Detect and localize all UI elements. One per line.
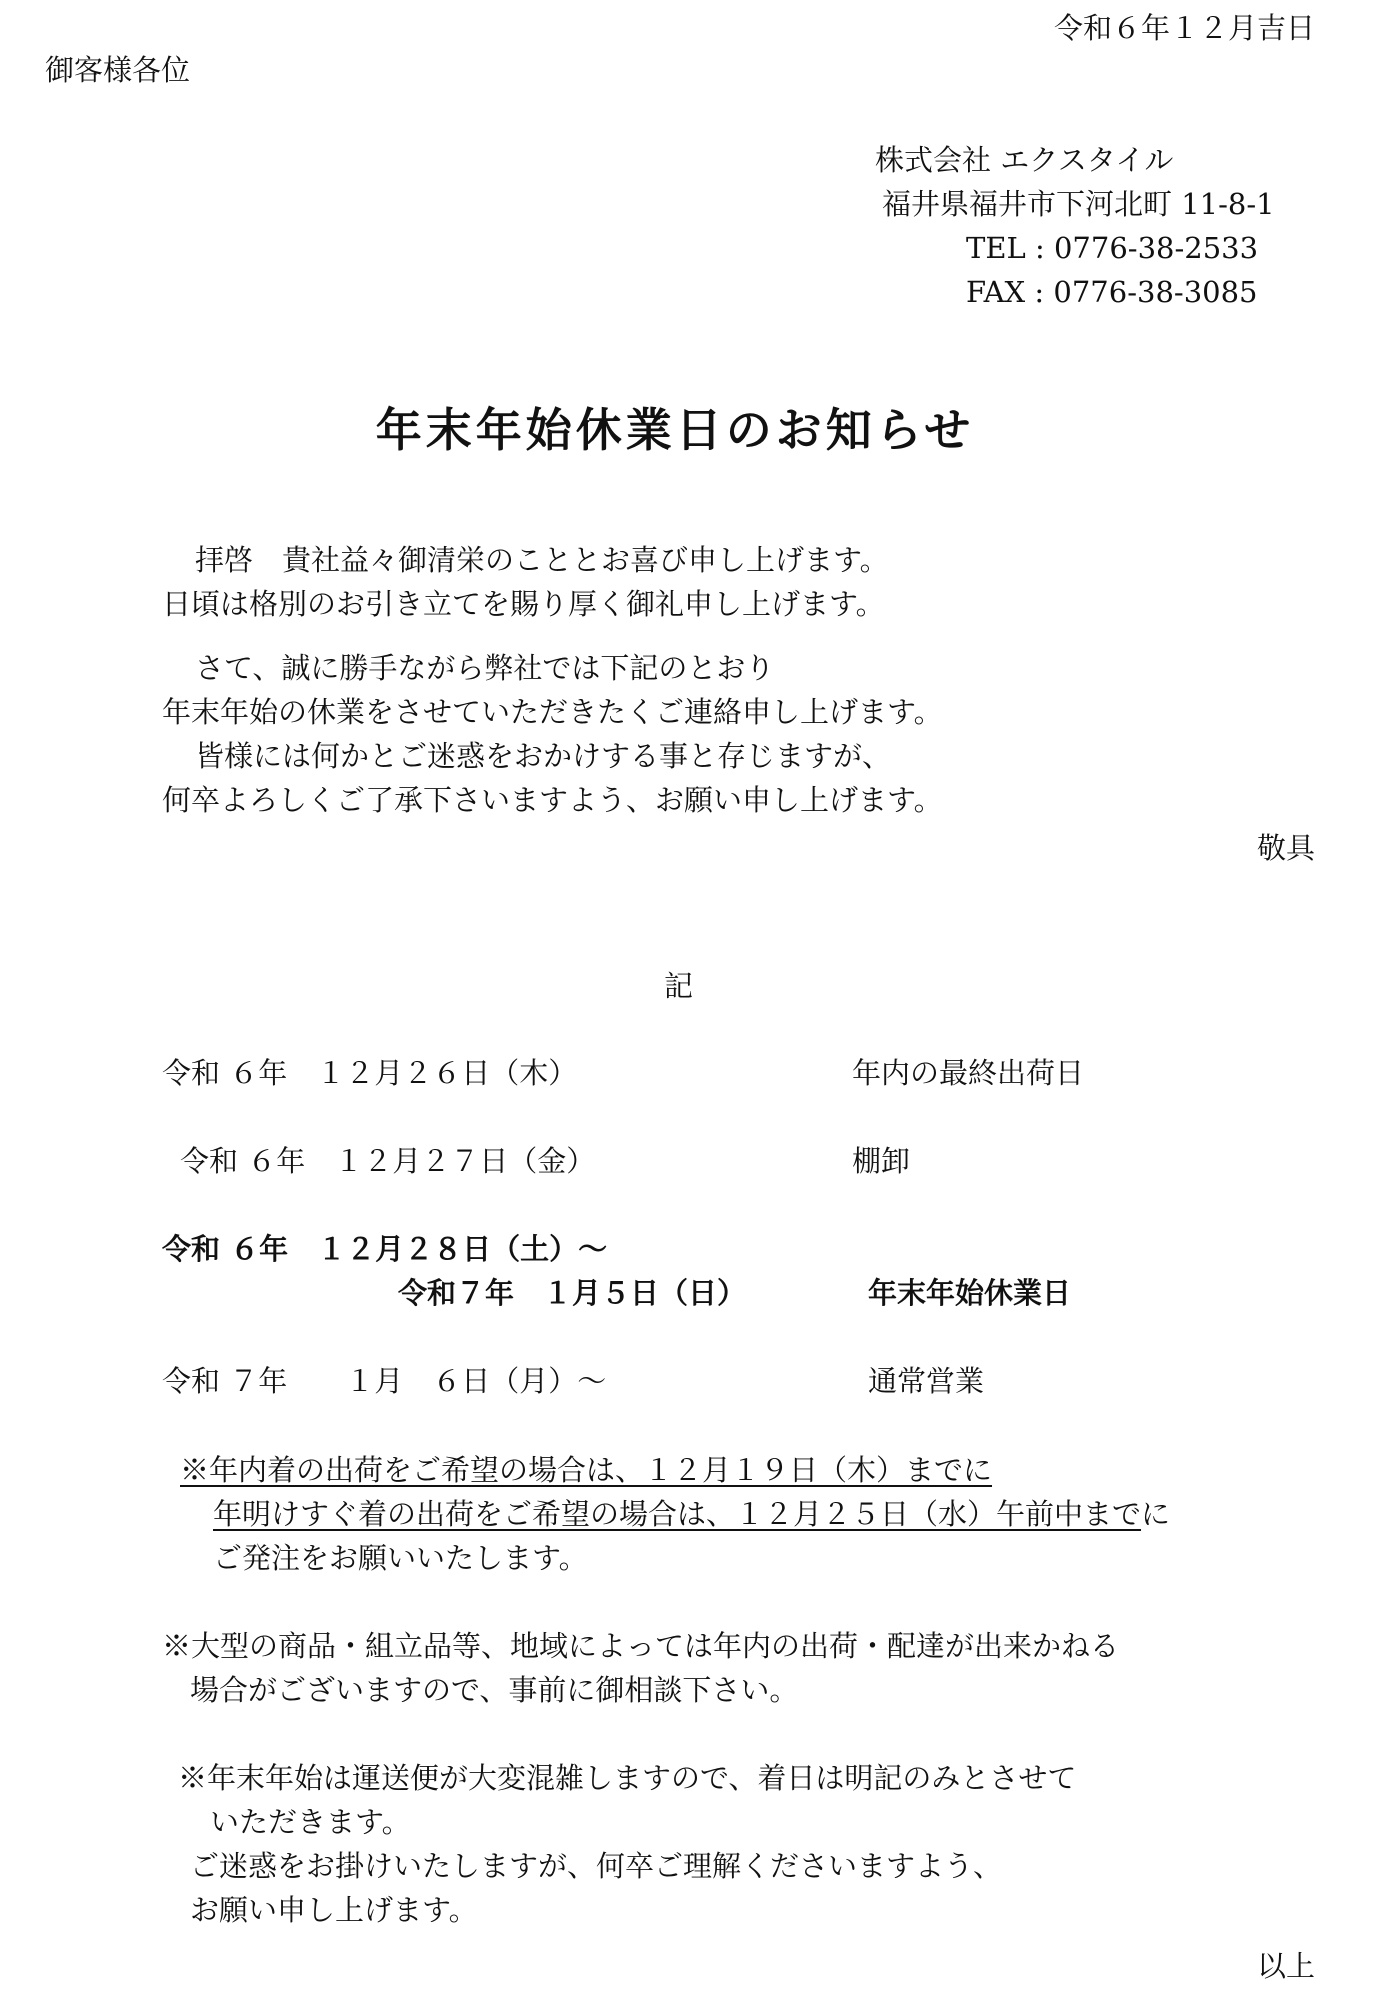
note-deadline-3: ご発注をお願いいたします。 [213, 1541, 588, 1575]
schedule-date-3-end: 令和７年 １月５日（日） [398, 1276, 747, 1310]
schedule-date-1: 令和 ６年 １２月２６日（木） [162, 1056, 578, 1090]
note-busy-2: いただきます。 [210, 1805, 411, 1839]
schedule-desc-4: 通常営業 [868, 1364, 985, 1398]
sender-tel: TEL : 0776-38-2533 [966, 231, 1259, 265]
greeting-line-1: 拝啓 貴社益々御清栄のこととお喜び申し上げます。 [195, 543, 889, 577]
schedule-desc-3: 年末年始休業日 [868, 1276, 1072, 1310]
schedule-date-4: 令和 ７年 １月 ６日（月）～ [162, 1364, 607, 1398]
schedule-date-3: 令和 ６年 １２月２８日（土）～ [162, 1232, 608, 1266]
schedule-desc-2: 棚卸 [852, 1144, 911, 1178]
note-large-1: ※大型の商品・組立品等、地域によっては年内の出荷・配達が出来かねる [162, 1629, 1120, 1663]
note-large-2: 場合がございますので、事前に御相談下さい。 [190, 1673, 799, 1707]
issue-date: 令和６年１２月吉日 [1053, 11, 1315, 45]
greeting-line-4: 年末年始の休業をさせていただきたくご連絡申し上げます。 [162, 695, 943, 729]
sender-company: 株式会社 エクスタイル [875, 143, 1174, 177]
note-deadline-2 [213, 1496, 1170, 1532]
closing-keigu: 敬具 [1256, 831, 1315, 865]
ki-heading: 記 [664, 969, 694, 1003]
schedule-date-2: 令和 ６年 １２月２７日（金） [180, 1144, 596, 1178]
greeting-line-2: 日頃は格別のお引き立てを賜り厚く御礼申し上げます。 [162, 587, 885, 621]
sender-address: 福井県福井市下河北町 11-8-1 [882, 187, 1275, 221]
note-busy-3: ご迷惑をお掛けいたしますが、何卒ご理解くださいますよう、 [190, 1849, 1003, 1883]
sender-fax: FAX : 0776-38-3085 [966, 275, 1258, 309]
closing-ijou: 以上 [1256, 1949, 1315, 1983]
greeting-line-3: さて、誠に勝手ながら弊社では下記のとおり [195, 651, 775, 685]
greeting-line-6: 何卒よろしくご了承下さいますよう、お願い申し上げます。 [162, 783, 943, 817]
greeting-line-5: 皆様には何かとご迷惑をおかけする事と存じますが、 [195, 739, 892, 773]
schedule-desc-1: 年内の最終出荷日 [852, 1056, 1085, 1090]
recipient: 御客様各位 [45, 53, 191, 87]
note-deadline-2-tail: に [1141, 1497, 1171, 1531]
note-deadline-2-underlined: 年明けすぐ着の出荷をご希望の場合は、１２月２５日（水）午前中まで [213, 1497, 1142, 1531]
note-busy-4: お願い申し上げます。 [190, 1893, 478, 1927]
note-deadline-1: ※年内着の出荷をご希望の場合は、１２月１９日（木）までに [180, 1453, 993, 1487]
note-busy-1: ※年末年始は運送便が大変混雑しますので、着日は明記のみとさせて [178, 1761, 1077, 1795]
page-title: 年末年始休業日のお知らせ [375, 403, 975, 457]
